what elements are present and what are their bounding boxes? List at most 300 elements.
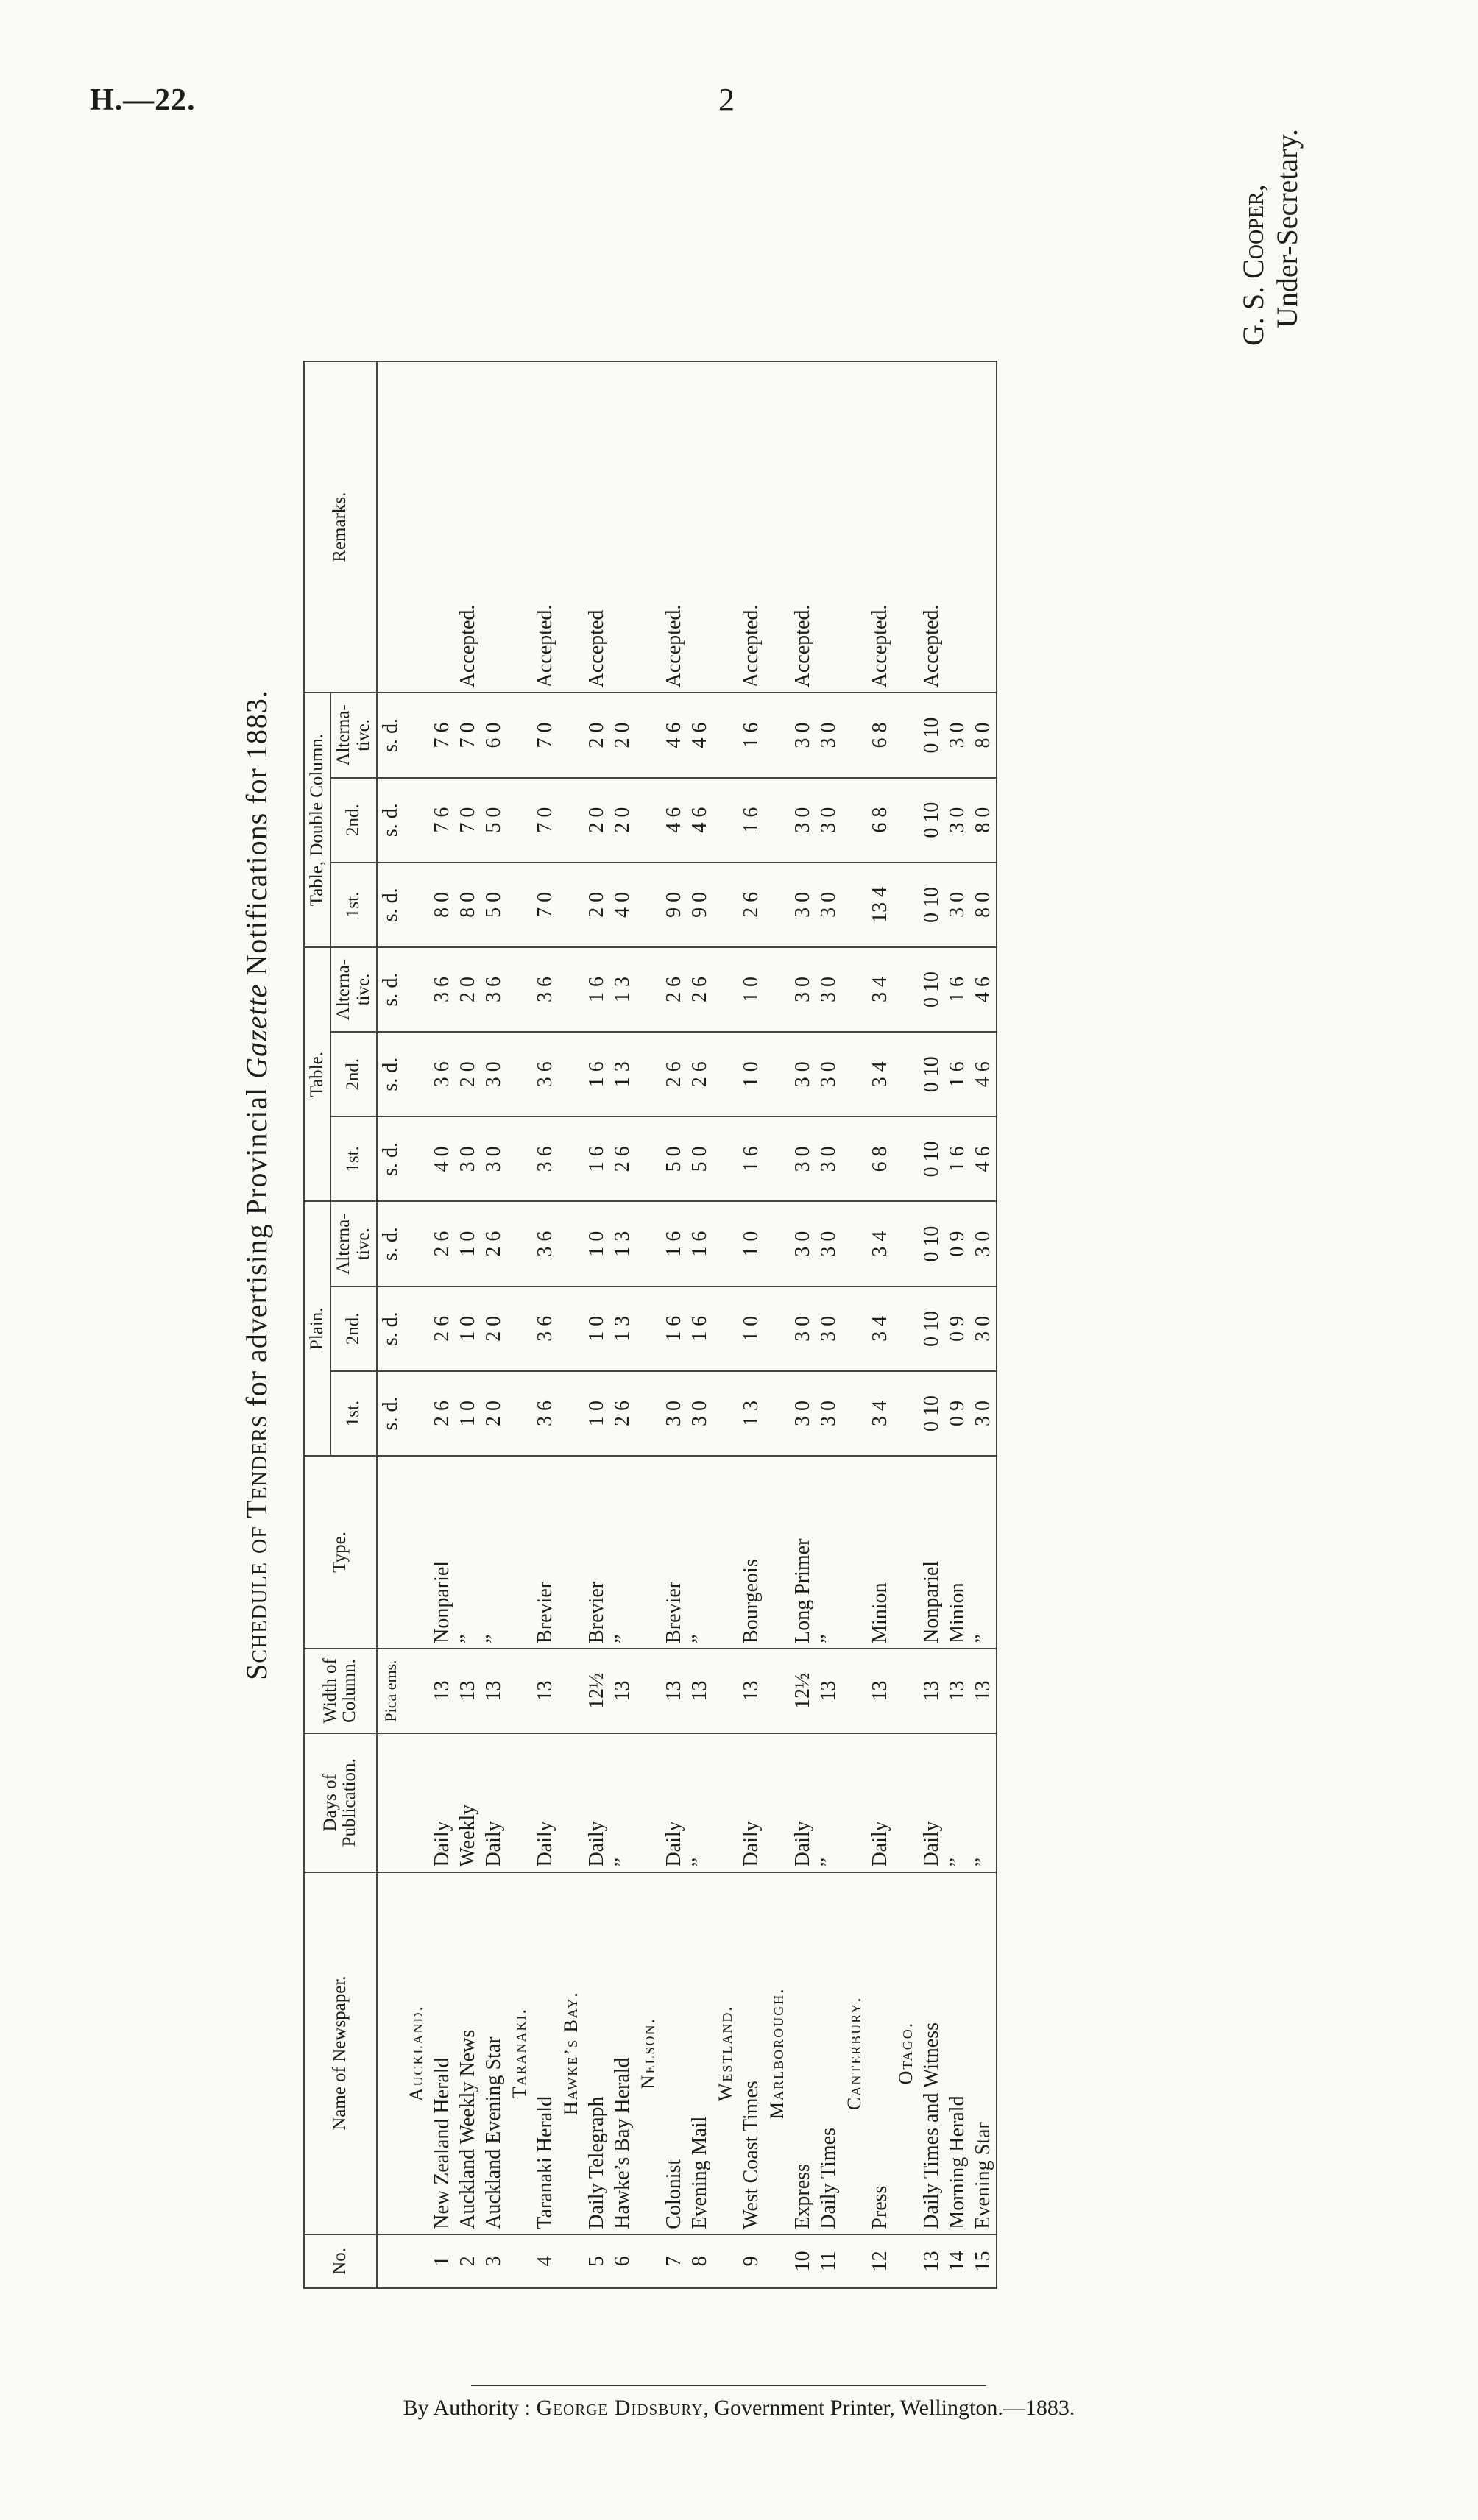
row-no: 4: [532, 2234, 558, 2288]
plain-alt-price: 1 6: [687, 1202, 713, 1286]
row-no: 12: [867, 2234, 893, 2288]
region-row: [893, 361, 919, 2288]
plain-1st-price: 3 4: [867, 1371, 893, 1456]
double-alt-price: 2 0: [584, 693, 609, 777]
column-width: 13: [481, 1649, 506, 1733]
table-alt-price: 1 6: [944, 947, 970, 1032]
double-alt-price: 0 10: [919, 693, 944, 777]
remarks: [944, 361, 970, 693]
table-1st-price: 2 6: [609, 1116, 635, 1201]
page-number: 2: [718, 82, 735, 118]
table-alt-price: 2 6: [661, 947, 687, 1032]
plain-2nd-price: 1 6: [661, 1286, 687, 1371]
double-2nd-price: 1 6: [738, 778, 764, 863]
table-alt-price: 2 0: [455, 947, 481, 1032]
table-row: [609, 361, 635, 2288]
region-heading: Auckland.: [403, 1872, 429, 2234]
plain-alt-price: 3 0: [790, 1202, 816, 1286]
double-2nd-price: 0 10: [919, 778, 944, 863]
column-width: 13: [687, 1649, 713, 1733]
plain-alt-price: 2 6: [481, 1202, 506, 1286]
type-size: Brevier: [584, 1456, 609, 1649]
plain-1st-price: 0 10: [919, 1371, 944, 1456]
double-2nd-price: 3 0: [790, 778, 816, 863]
type-size: Long Primer: [790, 1456, 816, 1649]
region-heading: Taranaki.: [506, 1872, 532, 2234]
plain-2nd-price: 3 6: [532, 1286, 558, 1371]
region-row: [841, 361, 867, 2288]
double-alt-price: 8 0: [970, 693, 997, 777]
double-alt-price: 1 6: [738, 693, 764, 777]
table-alt-price: 2 6: [687, 947, 713, 1032]
plain-2nd-price: 3 0: [790, 1286, 816, 1371]
days-of-publication: Daily: [481, 1733, 506, 1872]
double-2nd-price: 3 0: [944, 778, 970, 863]
column-width: 13: [738, 1649, 764, 1733]
table-alt-price: 1 3: [609, 947, 635, 1032]
days-of-publication: ”: [816, 1733, 841, 1872]
double-alt-price: 2 0: [609, 693, 635, 777]
double-1st-price: 0 10: [919, 863, 944, 947]
table-2nd-price: 2 6: [687, 1032, 713, 1116]
newspaper-name: Auckland Weekly News: [455, 1872, 481, 2234]
row-no: 11: [816, 2234, 841, 2288]
plain-alt-price: 1 0: [738, 1202, 764, 1286]
row-no: 2: [455, 2234, 481, 2288]
column-width: 13: [661, 1649, 687, 1733]
imprint-lead: By Authority :: [403, 2396, 537, 2420]
table-alt-price: 0 10: [919, 947, 944, 1032]
plain-2nd-price: 1 6: [687, 1286, 713, 1371]
table-body: [377, 361, 997, 2288]
days-of-publication: Daily: [429, 1733, 455, 1872]
double-2nd-price: 7 0: [455, 778, 481, 863]
double-2nd-price: 2 0: [584, 778, 609, 863]
double-alt-price: 3 0: [816, 693, 841, 777]
plain-1st-price: 2 6: [429, 1371, 455, 1456]
days-of-publication: Daily: [790, 1733, 816, 1872]
row-no: 7: [661, 2234, 687, 2288]
table-row: [687, 361, 713, 2288]
column-width: 13: [944, 1649, 970, 1733]
table-2nd-price: 3 0: [481, 1032, 506, 1116]
newspaper-name: New Zealand Herald: [429, 1872, 455, 2234]
plain-2nd-price: 1 0: [738, 1286, 764, 1371]
col-width: Width of Column.: [304, 1649, 377, 1733]
type-size: ”: [970, 1456, 997, 1649]
plain-2nd-price: 1 0: [455, 1286, 481, 1371]
table-alt: Alterna-tive.: [330, 947, 377, 1032]
double-alt-price: 4 6: [661, 693, 687, 777]
table-row: [790, 361, 816, 2288]
newspaper-name: Daily Times and Witness: [919, 1872, 944, 2234]
unit-money: s. d.: [377, 1116, 403, 1201]
table-1st-price: 1 6: [944, 1116, 970, 1201]
table-2nd-price: 0 10: [919, 1032, 944, 1116]
type-size: Bourgeois: [738, 1456, 764, 1649]
table-1st-price: 3 6: [532, 1116, 558, 1201]
double-2nd: 2nd.: [330, 778, 377, 863]
plain-1st-price: 3 0: [790, 1371, 816, 1456]
table-row: [661, 361, 687, 2288]
remarks: Accepted.: [532, 361, 558, 693]
plain-alt-price: 0 9: [944, 1202, 970, 1286]
double-alt-price: 7 0: [532, 693, 558, 777]
type-size: Brevier: [532, 1456, 558, 1649]
col-name: Name of Newspaper.: [304, 1872, 377, 2234]
remarks: [687, 361, 713, 693]
region-row: [403, 361, 429, 2288]
double-1st: 1st.: [330, 863, 377, 947]
type-size: Brevier: [661, 1456, 687, 1649]
row-no: 6: [609, 2234, 635, 2288]
double-alt-price: 7 6: [429, 693, 455, 777]
title-suffix: Notifications for 1883.: [240, 690, 273, 984]
days-of-publication: Daily: [661, 1733, 687, 1872]
col-type: Type.: [304, 1456, 377, 1649]
plain-2nd-price: 1 0: [584, 1286, 609, 1371]
plain-2nd-price: 2 6: [429, 1286, 455, 1371]
row-no: 5: [584, 2234, 609, 2288]
double-1st-price: 2 6: [738, 863, 764, 947]
imprint-footer: [0, 2396, 1478, 2421]
plain-2nd-price: 2 0: [481, 1286, 506, 1371]
unit-money: s. d.: [377, 1371, 403, 1456]
double-alt-price: 3 0: [790, 693, 816, 777]
table-1st-price: 4 6: [970, 1116, 997, 1201]
double-alt-price: 6 0: [481, 693, 506, 777]
days-of-publication: ”: [609, 1733, 635, 1872]
double-2nd-price: 2 0: [609, 778, 635, 863]
unit-money: s. d.: [377, 1032, 403, 1116]
double-1st-price: 3 0: [816, 863, 841, 947]
plain-alt-price: 1 0: [584, 1202, 609, 1286]
table-2nd-price: 3 6: [532, 1032, 558, 1116]
plain-alt-price: 3 6: [532, 1202, 558, 1286]
remarks: Accepted.: [919, 361, 944, 693]
row-no: 9: [738, 2234, 764, 2288]
row-no: 15: [970, 2234, 997, 2288]
plain-1st-price: 2 6: [609, 1371, 635, 1456]
table-1st-price: 0 10: [919, 1116, 944, 1201]
double-1st-price: 7 0: [532, 863, 558, 947]
double-1st-price: 8 0: [429, 863, 455, 947]
days-of-publication: ”: [970, 1733, 997, 1872]
plain-alt-price: 2 6: [429, 1202, 455, 1286]
table-2nd-price: 3 0: [790, 1032, 816, 1116]
column-width: 13: [970, 1649, 997, 1733]
table-1st-price: 5 0: [687, 1116, 713, 1201]
table-1st-price: 1 6: [584, 1116, 609, 1201]
table-2nd: 2nd.: [330, 1032, 377, 1116]
double-1st-price: 9 0: [687, 863, 713, 947]
newspaper-name: Evening Star: [970, 1872, 997, 2234]
column-width: 13: [532, 1649, 558, 1733]
table-row: [429, 361, 455, 2288]
signatory-title: Under-Secretary.: [1270, 129, 1304, 328]
table-row: [738, 361, 764, 2288]
newspaper-name: Evening Mail: [687, 1872, 713, 2234]
plain-1st-price: 1 0: [455, 1371, 481, 1456]
table-alt-price: 3 0: [816, 947, 841, 1032]
table-alt-price: 1 6: [584, 947, 609, 1032]
table-row: [584, 361, 609, 2288]
col-days: Days of Publication.: [304, 1733, 377, 1872]
col-no: No.: [304, 2234, 377, 2288]
type-size: ”: [687, 1456, 713, 1649]
title-middle: for advertising Provincial: [240, 1078, 273, 1415]
remarks: [481, 361, 506, 693]
region-row: [764, 361, 790, 2288]
table-row: [944, 361, 970, 2288]
row-no: 3: [481, 2234, 506, 2288]
remarks: Accepted.: [738, 361, 764, 693]
newspaper-name: Daily Times: [816, 1872, 841, 2234]
table-2nd-price: 1 6: [944, 1032, 970, 1116]
type-size: Nonpariel: [919, 1456, 944, 1649]
unit-money: s. d.: [377, 778, 403, 863]
plain-2nd-price: 0 9: [944, 1286, 970, 1371]
table-row: [532, 361, 558, 2288]
double-1st-price: 8 0: [455, 863, 481, 947]
remarks: Accepted.: [455, 361, 481, 693]
remarks: [816, 361, 841, 693]
remarks: [429, 361, 455, 693]
unit-money: s. d.: [377, 1286, 403, 1371]
table-alt-price: 3 4: [867, 947, 893, 1032]
column-width: 13: [816, 1649, 841, 1733]
double-alt-price: 6 8: [867, 693, 893, 777]
table-2nd-price: 1 6: [584, 1032, 609, 1116]
double-2nd-price: 4 6: [661, 778, 687, 863]
title-italic: Gazette: [240, 983, 273, 1079]
plain-alt-price: 3 4: [867, 1202, 893, 1286]
plain-alt-price: 1 6: [661, 1202, 687, 1286]
type-size: Nonpariel: [429, 1456, 455, 1649]
plain-1st: 1st.: [330, 1371, 377, 1456]
row-no: 8: [687, 2234, 713, 2288]
days-of-publication: Daily: [584, 1733, 609, 1872]
plain-2nd: 2nd.: [330, 1286, 377, 1371]
double-2nd-price: 8 0: [970, 778, 997, 863]
region-heading: Westland.: [713, 1872, 738, 2234]
signature-block: [1237, 129, 1304, 346]
double-1st-price: 9 0: [661, 863, 687, 947]
plain-alt-price: 3 0: [970, 1202, 997, 1286]
rotated-schedule: [213, 81, 1399, 2289]
newspaper-name: Express: [790, 1872, 816, 2234]
days-of-publication: ”: [944, 1733, 970, 1872]
double-1st-price: 3 0: [944, 863, 970, 947]
table-alt-price: 3 6: [532, 947, 558, 1032]
region-row: [506, 361, 532, 2288]
double-2nd-price: 7 6: [429, 778, 455, 863]
tenders-table: [303, 361, 997, 2289]
double-1st-price: 8 0: [970, 863, 997, 947]
schedule-title: [213, 81, 300, 2289]
double-2nd-price: 5 0: [481, 778, 506, 863]
table-row: [481, 361, 506, 2288]
table-alt-price: 3 0: [790, 947, 816, 1032]
type-size: Minion: [867, 1456, 893, 1649]
column-width: 13: [609, 1649, 635, 1733]
double-1st-price: 4 0: [609, 863, 635, 947]
newspaper-name: Hawke’s Bay Herald: [609, 1872, 635, 2234]
table-1st-price: 3 0: [455, 1116, 481, 1201]
plain-1st-price: 0 9: [944, 1371, 970, 1456]
table-1st-price: 4 0: [429, 1116, 455, 1201]
plain-2nd-price: 1 3: [609, 1286, 635, 1371]
plain-1st-price: 3 0: [687, 1371, 713, 1456]
unit-money: s. d.: [377, 863, 403, 947]
unit-money: s. d.: [377, 947, 403, 1032]
double-alt: Alterna-tive.: [330, 693, 377, 777]
days-of-publication: Daily: [738, 1733, 764, 1872]
days-of-publication: ”: [687, 1733, 713, 1872]
table-2nd-price: 4 6: [970, 1032, 997, 1116]
remarks: [970, 361, 997, 693]
plain-2nd-price: 3 4: [867, 1286, 893, 1371]
double-2nd-price: 4 6: [687, 778, 713, 863]
region-row: [635, 361, 661, 2288]
table-row: [867, 361, 893, 2288]
double-2nd-price: 6 8: [867, 778, 893, 863]
type-size: Minion: [944, 1456, 970, 1649]
table-alt-price: 4 6: [970, 947, 997, 1032]
plain-alt-price: 1 0: [455, 1202, 481, 1286]
footer-rule: [471, 2385, 986, 2386]
region-heading: Nelson.: [635, 1872, 661, 2234]
newspaper-name: West Coast Times: [738, 1872, 764, 2234]
column-width: 13: [867, 1649, 893, 1733]
double-1st-price: 13 4: [867, 863, 893, 947]
row-no: 14: [944, 2234, 970, 2288]
table-2nd-price: 1 0: [738, 1032, 764, 1116]
column-width: 12½: [584, 1649, 609, 1733]
newspaper-name: Press: [867, 1872, 893, 2234]
remarks: Accepted.: [790, 361, 816, 693]
days-of-publication: Daily: [532, 1733, 558, 1872]
table-alt-price: 1 0: [738, 947, 764, 1032]
table-1st: 1st.: [330, 1116, 377, 1201]
newspaper-name: Taranaki Herald: [532, 1872, 558, 2234]
plain-1st-price: 2 0: [481, 1371, 506, 1456]
type-size: ”: [481, 1456, 506, 1649]
column-width: 13: [919, 1649, 944, 1733]
days-of-publication: Weekly: [455, 1733, 481, 1872]
remarks: Accepted.: [867, 361, 893, 693]
remarks: Accepted.: [661, 361, 687, 693]
remarks: [609, 361, 635, 693]
double-1st-price: 2 0: [584, 863, 609, 947]
row-no: 13: [919, 2234, 944, 2288]
table-row: [816, 361, 841, 2288]
plain-2nd-price: 3 0: [970, 1286, 997, 1371]
col-remarks: Remarks.: [304, 361, 377, 693]
unit-money: s. d.: [377, 1202, 403, 1286]
title-prefix: Schedule of Tenders: [240, 1415, 273, 1680]
table-2nd-price: 3 4: [867, 1032, 893, 1116]
table-row: [455, 361, 481, 2288]
days-of-publication: Daily: [919, 1733, 944, 1872]
plain-1st-price: 1 3: [738, 1371, 764, 1456]
double-2nd-price: 3 0: [816, 778, 841, 863]
region-heading: Otago.: [893, 1872, 919, 2234]
column-width: 12½: [790, 1649, 816, 1733]
table-row: [970, 361, 997, 2288]
newspaper-name: Auckland Evening Star: [481, 1872, 506, 2234]
plain-1st-price: 1 0: [584, 1371, 609, 1456]
table-1st-price: 6 8: [867, 1116, 893, 1201]
table-row: [919, 361, 944, 2288]
column-width: 13: [429, 1649, 455, 1733]
table-1st-price: 1 6: [738, 1116, 764, 1201]
column-width: 13: [455, 1649, 481, 1733]
signatory-name: G. S. Cooper,: [1237, 184, 1270, 346]
col-double: Table, Double Column.: [304, 693, 330, 947]
plain-2nd-price: 0 10: [919, 1286, 944, 1371]
header-row-top: [304, 361, 330, 2288]
table-1st-price: 5 0: [661, 1116, 687, 1201]
table-alt-price: 3 6: [481, 947, 506, 1032]
table-2nd-price: 1 3: [609, 1032, 635, 1116]
double-alt-price: 7 0: [455, 693, 481, 777]
plain-1st-price: 3 0: [816, 1371, 841, 1456]
table-2nd-price: 2 0: [455, 1032, 481, 1116]
table-1st-price: 3 0: [816, 1116, 841, 1201]
plain-2nd-price: 3 0: [816, 1286, 841, 1371]
row-no: 1: [429, 2234, 455, 2288]
region-heading: Marlborough.: [764, 1872, 790, 2234]
document-reference: H.—22.: [90, 83, 196, 117]
plain-alt-price: 0 10: [919, 1202, 944, 1286]
remarks: Accepted: [584, 361, 609, 693]
table-2nd-price: 2 6: [661, 1032, 687, 1116]
region-row: [713, 361, 738, 2288]
double-1st-price: 5 0: [481, 863, 506, 947]
double-1st-price: 3 0: [790, 863, 816, 947]
newspaper-name: Colonist: [661, 1872, 687, 2234]
newspaper-name: Morning Herald: [944, 1872, 970, 2234]
unit-money: s. d.: [377, 693, 403, 777]
region-heading: Canterbury.: [841, 1872, 867, 2234]
table-2nd-price: 3 6: [429, 1032, 455, 1116]
type-size: ”: [816, 1456, 841, 1649]
table-alt-price: 3 6: [429, 947, 455, 1032]
col-plain: Plain.: [304, 1202, 330, 1457]
table-2nd-price: 3 0: [816, 1032, 841, 1116]
plain-alt: Alterna-tive.: [330, 1202, 377, 1286]
units-row: [377, 361, 403, 2288]
plain-1st-price: 3 6: [532, 1371, 558, 1456]
imprint-rest: , Government Printer, Wellington.—1883.: [703, 2396, 1075, 2420]
plain-alt-price: 1 3: [609, 1202, 635, 1286]
row-no: 10: [790, 2234, 816, 2288]
table-1st-price: 3 0: [790, 1116, 816, 1201]
type-size: ”: [609, 1456, 635, 1649]
col-table: Table.: [304, 947, 330, 1202]
region-heading: Hawke’s Bay.: [558, 1872, 584, 2234]
imprint-printer: George Didsbury: [536, 2396, 704, 2420]
newspaper-name: Daily Telegraph: [584, 1872, 609, 2234]
plain-alt-price: 3 0: [816, 1202, 841, 1286]
table-1st-price: 3 0: [481, 1116, 506, 1201]
region-row: [558, 361, 584, 2288]
double-2nd-price: 7 0: [532, 778, 558, 863]
width-unit: Pica ems.: [377, 1649, 403, 1733]
double-alt-price: 3 0: [944, 693, 970, 777]
plain-1st-price: 3 0: [661, 1371, 687, 1456]
